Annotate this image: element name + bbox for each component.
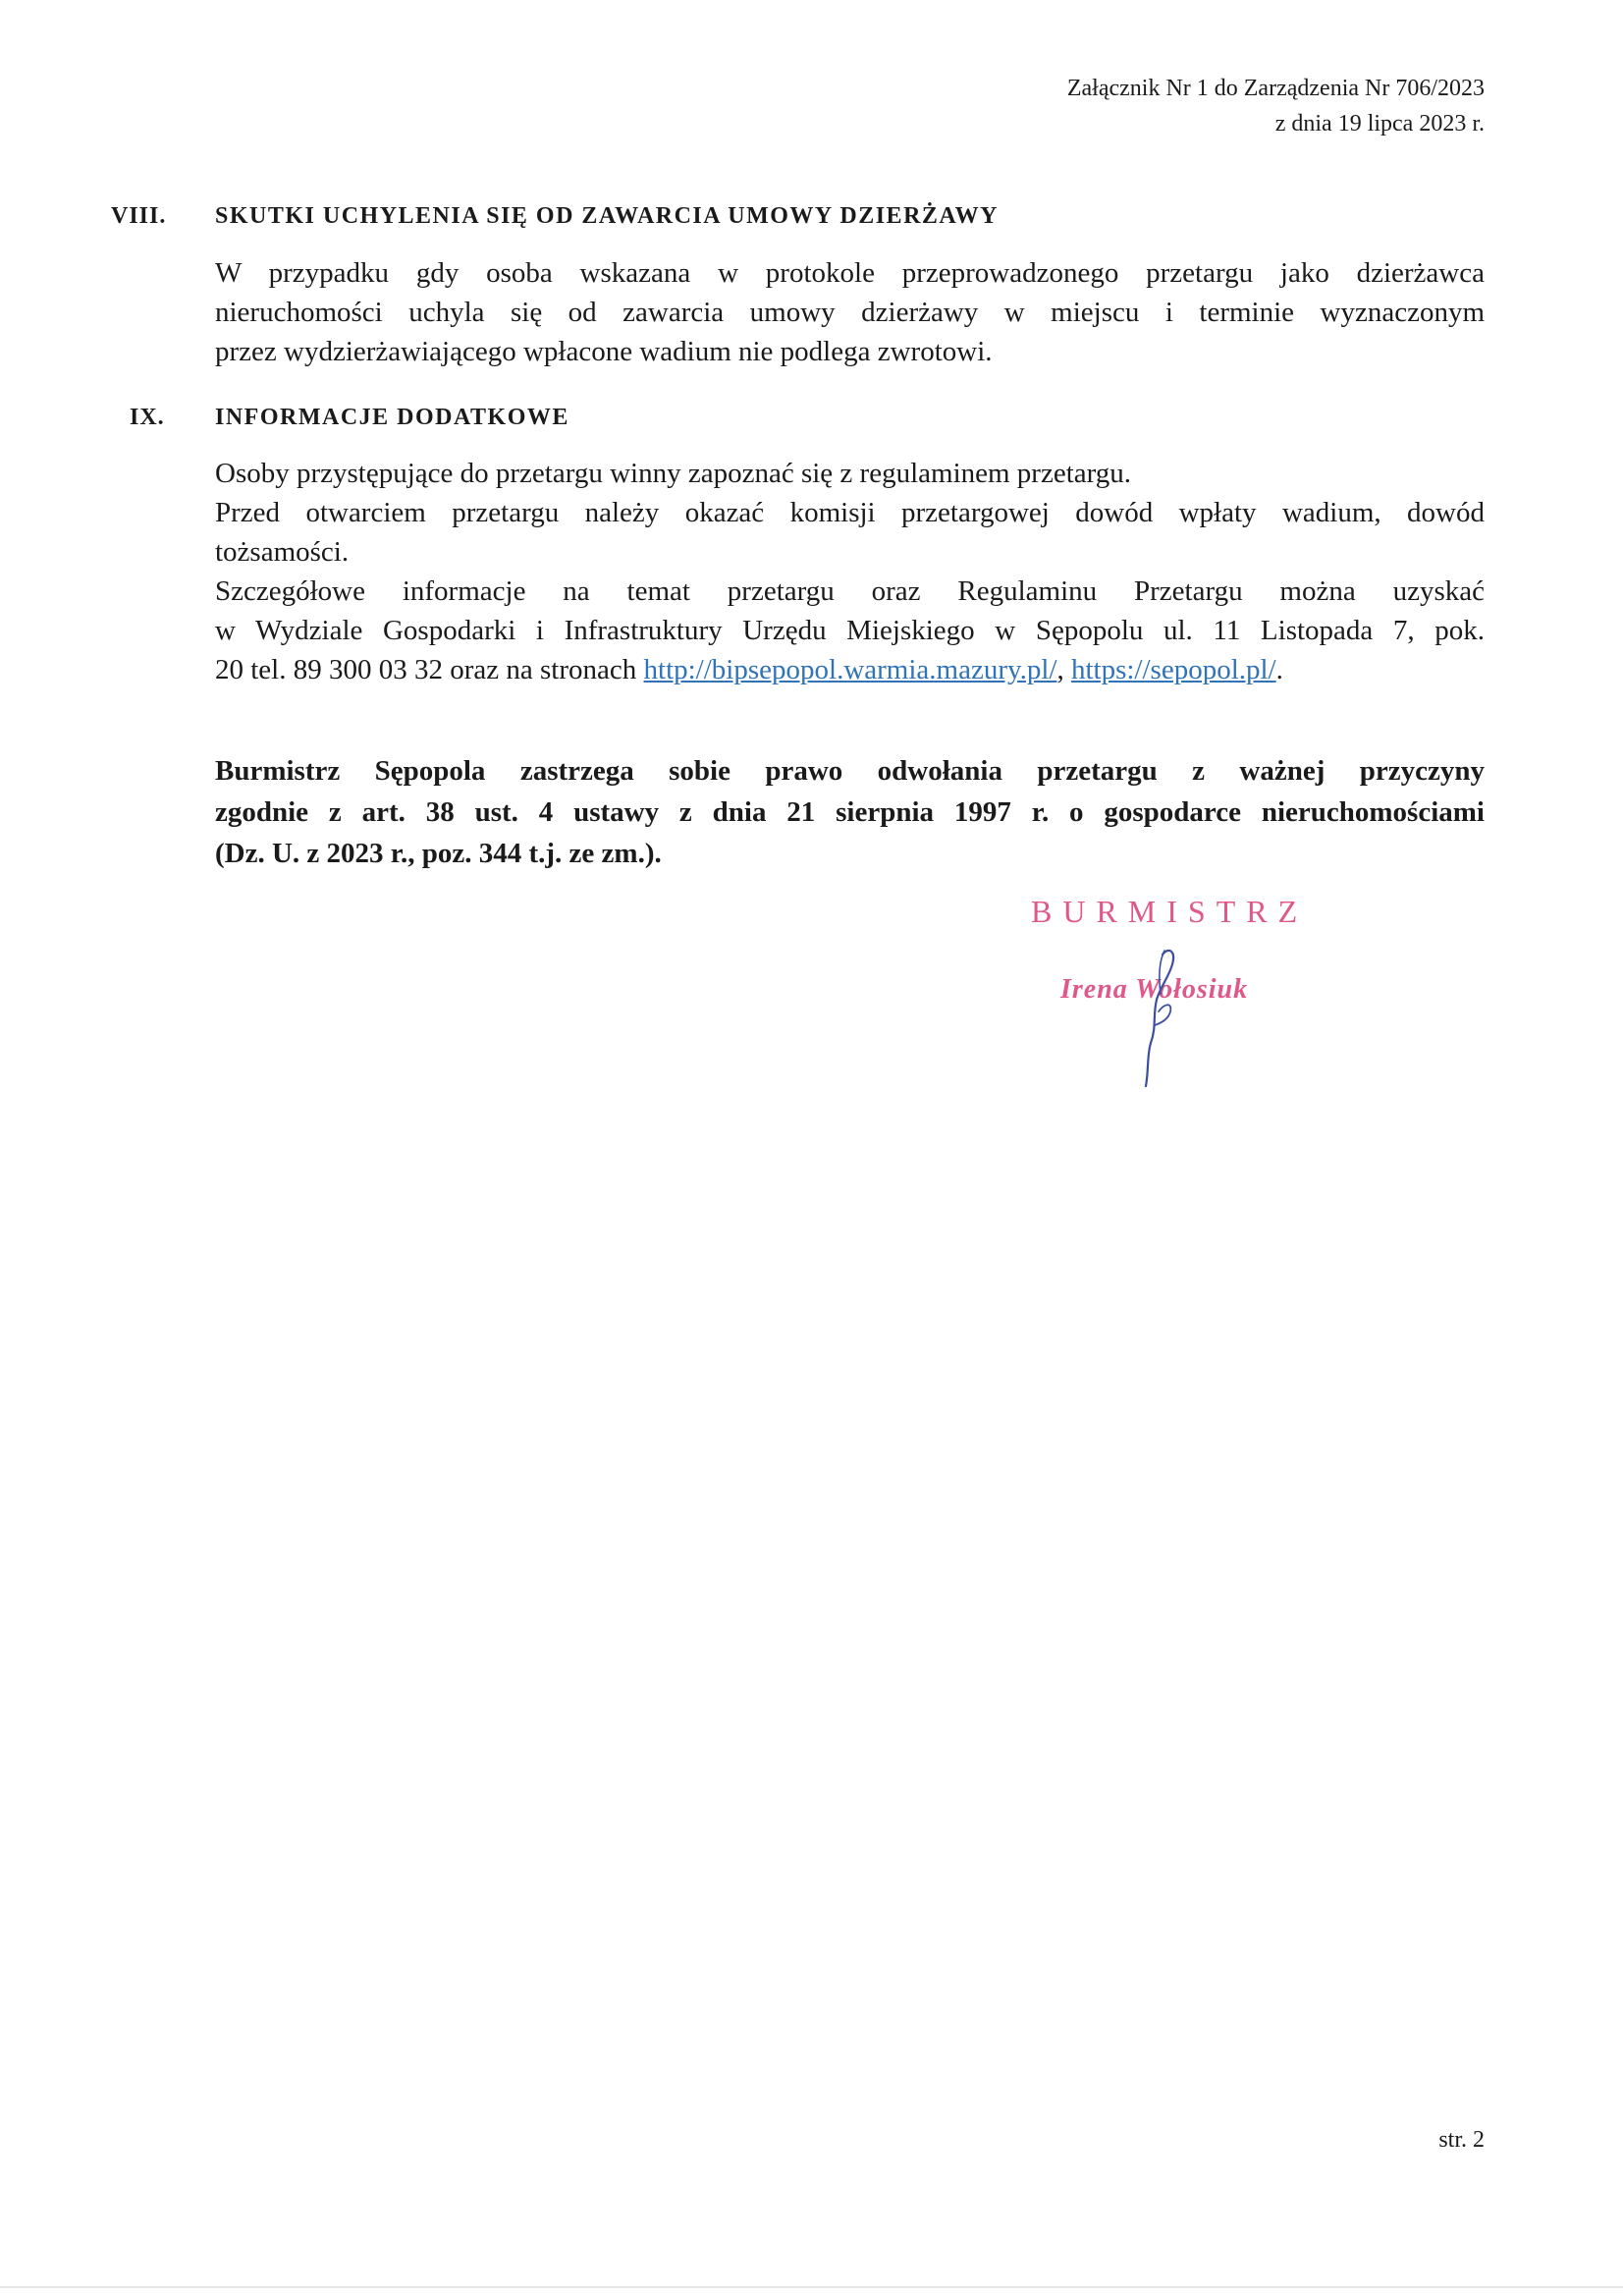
- official-stamp: [1021, 884, 1345, 1100]
- body-line-links: [215, 650, 1485, 689]
- section-number: VIII.: [111, 203, 167, 229]
- body-line: W przypadku gdy osoba wskazana w protokole przeprowadzonego przetargu jako dzierżawca: [215, 257, 1485, 289]
- website-link[interactable]: https://sepopol.pl/: [1070, 654, 1276, 685]
- section-title: INFORMACJE DODATKOWE: [215, 405, 569, 430]
- section-body: [215, 454, 1485, 689]
- body-line: przez wydzierżawiającego wpłacone wadium nie podlega zwrotowi.: [215, 336, 993, 367]
- body-line: Szczegółowe informacje na temat przetargu oraz Regulaminu Przetargu można uzyskać: [215, 575, 1485, 607]
- body-line: Przed otwarciem przetargu należy okazać komisji przetargowej dowód wpłaty wadium, dowód: [215, 497, 1485, 528]
- header-line-1: Załącznik Nr 1 do Zarządzenia Nr 706/2023: [1066, 76, 1485, 101]
- stamp-name: Irena Wołosiuk: [1060, 974, 1249, 1005]
- stamp-title: BURMISTRZ: [1031, 894, 1309, 929]
- notice-line: Burmistrz Sępopola zastrzega sobie prawo odwołania przetargu z ważnej przyczyny: [215, 755, 1485, 787]
- section-number: IX.: [130, 405, 165, 430]
- notice-line: (Dz. U. z 2023 r., poz. 344 t.j. ze zm.).: [215, 838, 662, 869]
- link-separator: ,: [1056, 654, 1071, 685]
- signature-icon: [1119, 943, 1198, 1090]
- section-body: [215, 253, 1485, 371]
- body-line: nieruchomości uchyla się od zawarcia umowy dzierżawy w miejscu i terminie wyznaczonym: [215, 297, 1485, 328]
- header-line-2: z dnia 19 lipca 2023 r.: [1274, 111, 1485, 137]
- page-number: str. 2: [1438, 2127, 1485, 2153]
- bip-link[interactable]: http://bipsepopol.warmia.mazury.pl/: [643, 654, 1057, 685]
- attachment-header: [1067, 71, 1485, 141]
- body-line: tożsamości.: [215, 536, 350, 568]
- contact-text: 20 tel. 89 300 03 32 oraz na stronach: [215, 654, 644, 685]
- cancellation-notice: [215, 750, 1485, 874]
- body-line: w Wydziale Gospodarki i Infrastruktury Urzędu Miejskiego w Sępopolu ul. 11 Listopada 7, pok.: [215, 615, 1485, 646]
- scan-edge: [0, 2286, 1623, 2288]
- section-title: SKUTKI UCHYLENIA SIĘ OD ZAWARCIA UMOWY DZIERŻAWY: [215, 203, 999, 229]
- notice-line: zgodnie z art. 38 ust. 4 ustawy z dnia 21 sierpnia 1997 r. o gospodarce nieruchomościami: [215, 796, 1485, 828]
- body-line: Osoby przystępujące do przetargu winny zapoznać się z regulaminem przetargu.: [215, 458, 1132, 489]
- sentence-end: .: [1275, 654, 1283, 685]
